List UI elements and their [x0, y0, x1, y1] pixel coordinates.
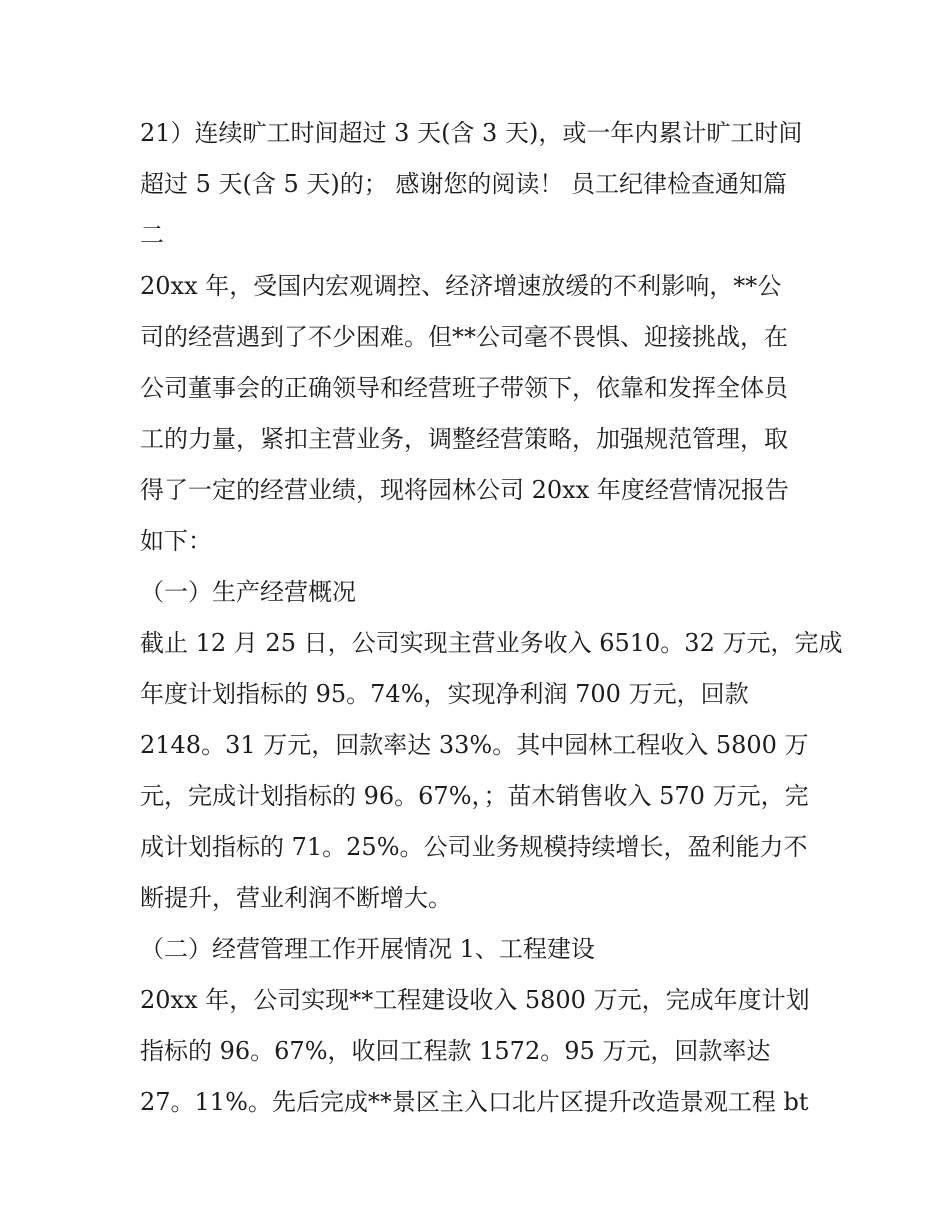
text-line: 司的经营遇到了不少困难。但**公司毫不畏惧、迎接挑战，在 — [140, 323, 788, 351]
section-heading: （一）生产经营概况 — [140, 578, 356, 606]
text-line: 超过 5 天(含 5 天)的； 感谢您的阅读！ 员工纪律检查通知篇 — [140, 170, 788, 198]
text-line: 工的力量，紧扣主营业务，调整经营策略，加强规范管理，取 — [140, 425, 788, 453]
text-line: 2148。31 万元，回款率达 33%。其中园林工程收入 5800 万 — [140, 731, 809, 759]
text-line: 得了一定的经营业绩，现将园林公司 20xx 年度经营情况报告 — [140, 476, 789, 504]
text-line: 元，完成计划指标的 96。67%，；苗木销售收入 570 万元，完 — [140, 782, 809, 810]
text-line: 指标的 96。67%，收回工程款 1572。95 万元，回款率达 — [140, 1037, 771, 1065]
text-line: 公司董事会的正确领导和经营班子带领下，依靠和发挥全体员 — [140, 374, 788, 402]
text-line: 成计划指标的 71。25%。公司业务规模持续增长，盈利能力不 — [140, 833, 808, 861]
text-line: 20xx 年，受国内宏观调控、经济增速放缓的不利影响，**公 — [140, 272, 782, 300]
text-line: 21）连续旷工时间超过 3 天(含 3 天)，或一年内累计旷工时间 — [140, 119, 803, 147]
text-line: 27。11%。先后完成**景区主入口北片区提升改造景观工程 bt — [140, 1088, 809, 1116]
text-line: 20xx 年，公司实现**工程建设收入 5800 万元，完成年度计划 — [140, 986, 810, 1014]
body-text — [140, 108, 843, 1128]
section-heading: （二）经营管理工作开展情况 1、工程建设 — [140, 935, 595, 963]
text-line: 年度计划指标的 95。74%，实现净利润 700 万元，回款 — [140, 680, 749, 708]
text-line: 二 — [140, 221, 164, 249]
text-line: 断提升，营业利润不断增大。 — [140, 884, 452, 912]
text-line: 截止 12 月 25 日，公司实现主营业务收入 6510。32 万元，完成 — [140, 629, 843, 657]
text-line: 如下： — [140, 527, 212, 555]
